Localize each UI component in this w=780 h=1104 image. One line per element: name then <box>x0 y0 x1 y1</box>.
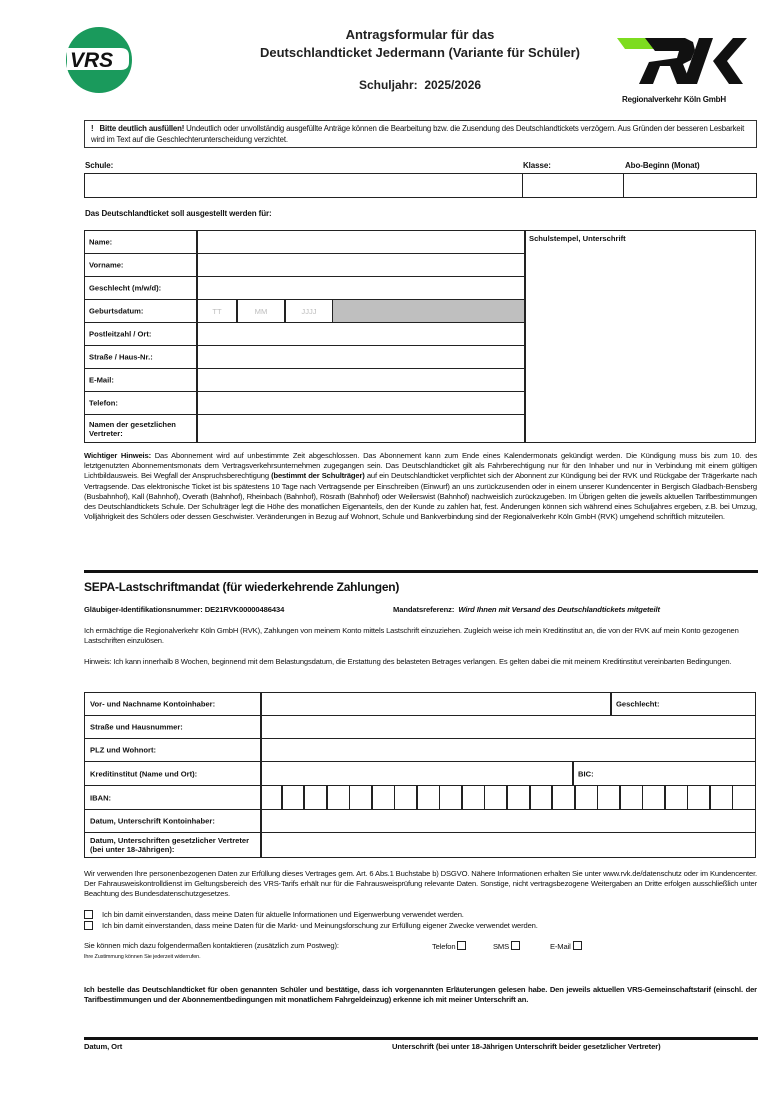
row-holder-signature <box>84 809 756 833</box>
contact-phone <box>432 941 466 952</box>
row-street <box>84 345 526 369</box>
consent-research <box>84 921 538 930</box>
consent-advertising-checkbox[interactable] <box>84 910 93 919</box>
gender-label: Geschlecht (m/w/d): <box>89 283 162 293</box>
notice-text: Undeutlich oder unvollständig ausgefüllte Anträge können die Bearbeitung bzw. die Zusendung des Deutschlandtickets verzögern. Aus Gründen der besseren Lesbarkeit wird im Text auf die Geschlechterunterscheidung verzichtet. <box>91 124 745 144</box>
signature-label: Unterschrift (bei unter 18-Jährigen Unterschrift beider gesetzlicher Vertreter) <box>392 1042 661 1051</box>
signature-line <box>84 1037 758 1040</box>
privacy-text: Wir verwenden Ihre personenbezogenen Daten zur Erfüllung dieses Vertrages gem. Art. 6 Abs.1 Buchstabe b) DSGVO. Nähere Informationen erhalten Sie unter www.rvk.de/datenschutz oder im Kundencenter. Der Fahrausweiskontrolldienst im Geltungsbereich des VRS-Tarifs erhält nur für die Fahrausweisprüfung relevante Daten. Sonstige, nicht vertragsbezogene Weitergaben an Dritte erfolgen ausschließlich unter Beachtung des Bundesdatenschutzgesetzes. <box>84 869 757 899</box>
abo-start-field[interactable] <box>623 173 757 198</box>
guardian-signature-field[interactable] <box>260 832 756 858</box>
confirmation-text: Ich bestelle das Deutschlandticket für oben genannten Schüler und bestätige, dass ich vorgenannten Erläuterungen gelesen habe. Den jeweils aktuellen VRS-Gemeinschaftstarif (einschl. der Tarifbestimmungen und der Abonnementbedingungen mit monatlichem Fahrgeldeinzug) erkenne ich mit meiner Unterschrift an. <box>84 985 757 1005</box>
street-label: Straße / Haus-Nr.: <box>89 352 153 362</box>
birth-month-field[interactable]: MM <box>236 299 286 323</box>
sepa-title: SEPA-Lastschriftmandat (für wiederkehrende Zahlungen) <box>84 580 400 594</box>
iban-digit-box[interactable] <box>439 785 463 810</box>
school-label: Schule: <box>85 161 114 170</box>
contact-email <box>550 941 582 952</box>
iban-digit-box[interactable] <box>260 785 283 810</box>
person-heading: Das Deutschlandticket soll ausgestellt werden für: <box>85 209 272 218</box>
abo-start-label: Abo-Beginn (Monat) <box>625 161 700 170</box>
iban-digit-box[interactable] <box>281 785 305 810</box>
row-email <box>84 368 526 392</box>
holder-street-label: Straße und Hausnummer: <box>90 722 183 732</box>
class-label: Klasse: <box>523 161 551 170</box>
iban-digit-box[interactable] <box>732 785 756 810</box>
name-field[interactable] <box>196 230 526 254</box>
row-phone <box>84 391 526 415</box>
sepa-authorization: Ich ermächtige die Regionalverkehr Köln GmbH (RVK), Zahlungen von meinem Konto mittels Lastschrift einzuziehen. Zugleich weise ich mein Kreditinstitut an, die von der RVK auf mein Konto gezogenen Lastschriften einzulösen. <box>84 626 739 646</box>
firstname-label: Vorname: <box>89 260 124 270</box>
name-label: Name: <box>89 237 113 247</box>
guardian-signature-label: Datum, Unterschriften gesetzlicher Vertreter (bei unter 18-Jährigen): <box>90 836 250 854</box>
class-field[interactable] <box>522 173 625 198</box>
important-note-text2: auf ein Deutschlandticket verpflichtet sich der Abonnent zur Kündigung bei der RVK und Rückgabe der Trägerkarte nach Vertragsende. Das elektronische Ticket ist bis spätestens 10 Tage nach Vertragsende per Einschreiben (Einwurf) an uns zurückzusenden oder in einem unserer Kundencenter in Bergisch Gladbach-Bensberg (Busbahnhof), Kall (Bahnhof), Overath (Bahnhof), Rheinbach (Bahnhof), Rösrath (Bahnhof) oder Weilerswist (Bahnhof) nachweislich zurückzugeben. Im Übrigen gelten die jeweils aktuellen Tarifbestimmungen des Deutschlandtickets Schule. Der Schulträger legt die Höhe des monatlichen Eigenanteils, den der Kunde zu zahlen hat, fest. Änderungen können sich während eines Schuljahres ergeben, z.B. bei Umzug, Volljährigkeit des Schülers oder dessen Geschwister. Veränderungen in Bezug auf Wohnort, Schule und Bankverbindung sind der Regionalverkehr Köln GmbH (RVK) umgehend schriftlich mitzuteilen. <box>84 471 758 522</box>
contact-phone-label: Telefon <box>432 942 456 951</box>
holder-name-label: Vor- und Nachname Kontoinhaber: <box>90 699 216 709</box>
warning-icon: ! <box>91 124 94 133</box>
iban-digit-box[interactable] <box>687 785 711 810</box>
birth-day-field[interactable]: TT <box>196 299 238 323</box>
iban-digit-box[interactable] <box>461 785 485 810</box>
stamp-label: Schulstempel, Unterschrift <box>529 234 626 243</box>
row-holder-name <box>84 692 756 716</box>
row-guardian-signature <box>84 832 756 858</box>
important-note-title: Wichtiger Hinweis: <box>84 451 151 460</box>
consent-research-label: Ich bin damit einverstanden, dass meine Daten für die Markt- und Meinungsforschung zur Erfüllung eigener Zwecke verwendet werden. <box>102 921 538 930</box>
contact-sms-label: SMS <box>493 942 510 951</box>
iban-digit-box[interactable] <box>506 785 530 810</box>
row-birthdate <box>84 299 526 323</box>
holder-gender-field[interactable] <box>610 692 756 716</box>
contact-email-checkbox[interactable] <box>573 941 582 950</box>
date-place-label: Datum, Ort <box>84 1042 123 1051</box>
iban-digit-box[interactable] <box>619 785 643 810</box>
iban-digit-box[interactable] <box>416 785 440 810</box>
school-year-label: Schuljahr: <box>358 78 418 92</box>
street-field[interactable] <box>196 345 526 369</box>
row-iban <box>84 785 756 810</box>
iban-digit-box[interactable] <box>326 785 350 810</box>
email-field[interactable] <box>196 368 526 392</box>
important-note <box>84 451 757 522</box>
holder-city-label: PLZ und Wohnort: <box>90 745 157 755</box>
row-firstname <box>84 253 526 277</box>
important-note-bold2: (bestimmt der Schulträger) <box>271 471 365 481</box>
iban-digit-box[interactable] <box>664 785 688 810</box>
row-holder-city <box>84 738 756 762</box>
sepa-hint: Hinweis: Ich kann innerhalb 8 Wochen, beginnend mit dem Belastungsdatum, die Erstattung des belasteten Betrages verlangen. Es gelten dabei die mit meinem Kreditinstitut vereinbarten Bedingungen. <box>84 657 732 666</box>
school-field[interactable] <box>84 173 524 198</box>
birthdate-label: Geburtsdatum: <box>89 306 144 316</box>
zip-city-label: Postleitzahl / Ort: <box>89 329 152 339</box>
iban-digit-box[interactable] <box>394 785 418 810</box>
row-holder-street <box>84 715 756 739</box>
section-divider <box>84 570 758 573</box>
guardians-label: Namen der gesetzlichen Vertreter: <box>89 419 176 438</box>
row-gender <box>84 276 526 300</box>
iban-digit-box[interactable] <box>349 785 373 810</box>
creditor-id-label: Gläubiger-Identifikationsnummer: <box>84 605 203 614</box>
bank-label: Kreditinstitut (Name und Ort): <box>90 769 198 778</box>
bic-field[interactable] <box>572 761 756 786</box>
iban-digit-box[interactable] <box>484 785 508 810</box>
firstname-field[interactable] <box>196 253 526 277</box>
phone-label: Telefon: <box>89 398 118 408</box>
iban-label: IBAN: <box>90 793 112 802</box>
holder-street-field[interactable] <box>260 715 756 739</box>
important-note-text1: Das Abonnement wird auf unbestimmte Zeit abgeschlossen. Das Abonnement kann zum Ende eines Kalendermonats gekündigt werden. Die Kündigung muss bis zum 10. des letztgenutzten Abonnementsmonats dem Vertragsverkehrsunternehmen zugegangen sein. Das Deutschlandticket gilt als Fahrberechtigung nur für den Inhaber und nur in Verbindung mit einem gültigen Lichtbildausweis. Bei Wegfall der Anspruchsberechtigung <box>84 451 757 481</box>
mandate-ref-label: Mandatsreferenz: <box>393 605 455 614</box>
rvk-subtitle: Regionalverkehr Köln GmbH <box>622 95 726 104</box>
form-title-line1: Antragsformular für das <box>345 27 495 42</box>
vrs-logo <box>65 26 133 94</box>
holder-signature-field[interactable] <box>260 809 756 833</box>
holder-gender-label: Geschlecht: <box>616 699 660 709</box>
bank-field[interactable] <box>260 761 574 786</box>
notice-box <box>84 120 757 148</box>
email-label: E-Mail: <box>89 375 114 385</box>
phone-field[interactable] <box>196 391 526 415</box>
iban-digit-box[interactable] <box>574 785 598 810</box>
birthdate-shaded-area <box>332 299 526 323</box>
contact-phone-checkbox[interactable] <box>457 941 466 950</box>
birth-year-field[interactable]: JJJJ <box>284 299 334 323</box>
row-zip-city <box>84 322 526 346</box>
holder-name-field[interactable] <box>260 692 612 716</box>
gender-field[interactable] <box>196 276 526 300</box>
contact-text: Sie können mich dazu folgendermaßen kontaktieren (zusätzlich zum Postweg): <box>84 941 339 950</box>
row-guardians <box>84 414 526 443</box>
mandate-reference <box>393 605 660 614</box>
school-year-value: 2025/2026 <box>424 78 482 92</box>
holder-city-field[interactable] <box>260 738 756 762</box>
holder-signature-label: Datum, Unterschrift Kontoinhaber: <box>90 816 215 826</box>
mandate-ref-value: Wird Ihnen mit Versand des Deutschlandtickets mitgeteilt <box>458 605 660 614</box>
svg-text:VRS: VRS <box>70 49 114 72</box>
row-name <box>84 230 526 254</box>
iban-digit-box[interactable] <box>642 785 666 810</box>
creditor-id-value: DE21RVK00000486434 <box>204 605 285 614</box>
contact-sms <box>493 941 520 952</box>
school-year <box>200 77 640 94</box>
contact-sms-checkbox[interactable] <box>511 941 520 950</box>
creditor-id <box>84 605 284 614</box>
school-stamp-area[interactable] <box>524 230 756 443</box>
consent-research-checkbox[interactable] <box>84 921 93 930</box>
revoke-text: Ihre Zustimmung können Sie jederzeit widerrufen. <box>84 954 201 960</box>
contact-email-label: E-Mail <box>550 942 571 951</box>
consent-advertising-label: Ich bin damit einverstanden, dass meine Daten für aktuelle Informationen und Eigenwerbung verwendet werden. <box>102 910 464 919</box>
notice-bold: Bitte deutlich ausfüllen! <box>99 124 185 133</box>
iban-digit-box[interactable] <box>303 785 327 810</box>
iban-digit-box[interactable] <box>529 785 553 810</box>
iban-digit-box[interactable] <box>597 785 621 810</box>
bic-label: BIC: <box>578 769 594 778</box>
guardians-field[interactable] <box>196 414 526 443</box>
row-bank <box>84 761 756 786</box>
zip-city-field[interactable] <box>196 322 526 346</box>
form-title-line2: Deutschlandticket Jedermann (Variante für Schüler) <box>259 45 581 60</box>
iban-digit-box[interactable] <box>371 785 395 810</box>
iban-digit-box[interactable] <box>551 785 575 810</box>
consent-advertising <box>84 910 464 919</box>
iban-digit-box[interactable] <box>709 785 733 810</box>
